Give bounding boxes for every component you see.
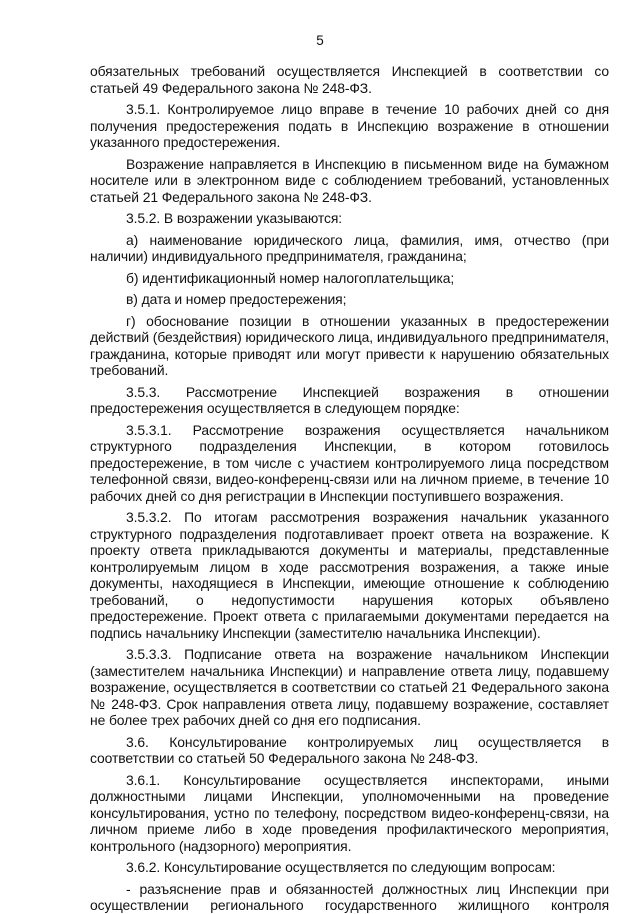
paragraph: 3.5.3.3. Подписание ответа на возражение начальником Инспекции (заместителем начальника Инспекции) и направление ответа лицу, подавшему возражение, осуществляется в соответствии со статьей 21 Федерального закона № 248-ФЗ. Срок направления ответа лицу, подавшему возражение, составляет не более трех рабочих дней со дня его подписания. bbox=[90, 646, 609, 728]
document-body bbox=[90, 63, 609, 914]
paragraph: 3.5.3.2. По итогам рассмотрения возражения начальник указанного структурного подразделения подготавливает проект ответа на возражение. К проекту ответа прикладываются документы и материалы, представленные контролируемым лицом в ходе рассмотрения возражения, а также иные документы, находящиеся в Инспекции, имеющие отношение к соблюдению требований, о недопустимости нарушения которых объявлено предостережение. Проект ответа с прилагаемыми документами передается на подпись начальнику Инспекции (заместителю начальника Инспекции). bbox=[90, 509, 609, 641]
paragraph: б) идентификационный номер налогоплательщика; bbox=[126, 269, 455, 286]
paragraph: обязательных требований осуществляется Инспекцией в соответствии со статьей 49 Федерального закона № 248-ФЗ. bbox=[90, 63, 609, 96]
paragraph: 3.5.2. В возражении указываются: bbox=[126, 210, 343, 226]
paragraph: - разъяснение прав и обязанностей должностных лиц Инспекции при осуществлении регионального государственного жилищного контроля bbox=[90, 880, 609, 913]
paragraph: 3.5.1. Контролируемое лицо вправе в течение 10 рабочих дней со дня получения предостережения подать в Инспекцию возражение в отношении указанного предостережения. bbox=[90, 101, 609, 150]
paragraph: в) дата и номер предостережения; bbox=[126, 291, 347, 307]
paragraph: 3.6.1. Консультирование осуществляется инспекторами, иными должностными лицами Инспекции, уполномоченными на проведение консультирования, устно по телефону, посредством видео-конференц-связи, на личном приеме либо в ходе проведения профилактического мероприятия, контрольного (надзорного) мероприятия. bbox=[90, 771, 609, 854]
paragraph: г) обоснование позиции в отношении указанных в предостережении действий (бездействия) юридического лица, индивидуального предпринимателя, гражданина, которые приводят или могут привести к нарушению обязательных требований. bbox=[90, 312, 609, 378]
paragraph: а) наименование юридического лица, фамилия, имя, отчество (при наличии) индивидуального предпринимателя, гражданина; bbox=[90, 231, 609, 264]
paragraph: Возражение направляется в Инспекцию в письменном виде на бумажном носителе или в электронном виде с соблюдением требований, установленных статьей 21 Федерального закона № 248-ФЗ. bbox=[90, 155, 609, 205]
paragraph: 3.5.3.1. Рассмотрение возражения осуществляется начальником структурного подразделения Инспекции, в котором готовилось предостережение, в том числе с участием контролируемого лица посредством телефонной связи, видео-конференц-связи или на личном приеме, в течение 10 рабочих дней со дня регистрации в Инспекции поступившего возражения. bbox=[90, 421, 609, 504]
paragraph: 3.6.2. Консультирование осуществляется по следующим вопросам: bbox=[126, 859, 556, 875]
paragraph: 3.5.3. Рассмотрение Инспекцией возражения в отношении предостережения осуществляется в следующем порядке: bbox=[90, 383, 609, 416]
page-number: 5 bbox=[316, 33, 324, 48]
paragraph: 3.6. Консультирование контролируемых лиц осуществляется в соответствии со статьей 50 Федерального закона № 248-ФЗ. bbox=[90, 733, 609, 766]
